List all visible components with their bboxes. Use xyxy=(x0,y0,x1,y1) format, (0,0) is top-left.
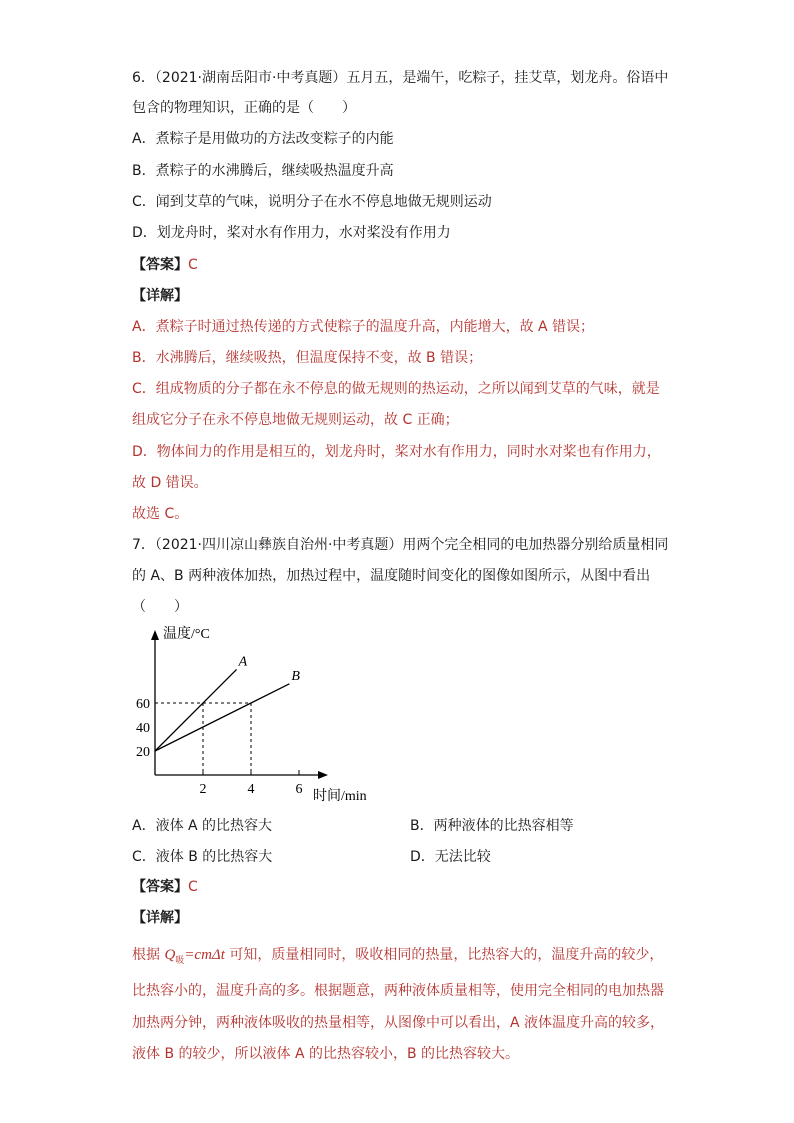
q6-answer-value: C xyxy=(188,257,198,273)
y-axis-arrow xyxy=(151,630,159,640)
q7-stem-line3: （ ） xyxy=(132,599,188,615)
q7-answer-value: C xyxy=(188,879,198,895)
q6-option-d: D．划龙舟时，桨对水有作用力，水对桨没有作用力 xyxy=(132,225,451,241)
x-tick-label: 2 xyxy=(199,782,207,797)
q7-detail-line: 加热两分钟，两种液体吸收的热量相等，从图像中可以看出，A 液体温度升高的较多， xyxy=(132,1015,665,1031)
q7-detail-line1-rest: 可知，质量相同时，吸收相同的热量，比热容大的，温度升高的较少， xyxy=(229,947,664,963)
q7-option-c: C．液体 B 的比热容大 xyxy=(132,849,273,865)
q7-detail-line: 比热容小的，温度升高的多。根据题意，两种液体质量相等，使用完全相同的电加热器 xyxy=(132,983,664,999)
q6-answer xyxy=(132,255,198,275)
q6-conclusion: 故选 C。 xyxy=(132,506,189,522)
q7-option-a: A．液体 A 的比热容大 xyxy=(132,818,273,834)
chart-ticks xyxy=(136,697,303,797)
x-tick-label: 6 xyxy=(295,782,303,797)
x-axis-arrow xyxy=(318,771,328,779)
q7-detail-line xyxy=(132,945,663,971)
y-tick-label: 60 xyxy=(136,697,150,712)
x-tick-label: 4 xyxy=(247,782,255,797)
q6-option-c: C．闻到艾草的气味，说明分子在水不停息地做无规则运动 xyxy=(132,194,492,210)
series-line-b xyxy=(155,684,289,751)
q6-detail-line: 组成它分子在永不停息地做无规则运动，故 C 正确； xyxy=(132,412,459,428)
chart-y-axis-label: 温度/°C xyxy=(163,627,210,642)
formula-sub: 吸 xyxy=(175,955,185,966)
q6-option-b: B．煮粽子的水沸腾后，继续吸热温度升高 xyxy=(132,163,394,179)
q6-answer-label: 【答案】 xyxy=(132,257,188,273)
q7-answer xyxy=(132,877,198,897)
q6-detail-line: D．物体间力的作用是相互的，划龙舟时，桨对水有作用力，同时水对桨也有作用力， xyxy=(132,444,661,460)
q6-detail-line: A．煮粽子时通过热传递的方式使粽子的温度升高，内能增大，故 A 错误； xyxy=(132,319,595,335)
q6-detail-label: 【详解】 xyxy=(132,288,188,304)
q7-option-d: D．无法比较 xyxy=(410,849,491,865)
temperature-time-chart xyxy=(120,618,390,808)
formula-q: Q xyxy=(164,947,176,963)
chart-axes xyxy=(151,630,328,779)
q7-option-b: B．两种液体的比热容相等 xyxy=(410,818,574,834)
y-tick-label: 20 xyxy=(136,745,150,760)
series-line-a xyxy=(155,669,237,751)
q7-detail-label: 【详解】 xyxy=(132,910,188,926)
y-tick-label: 40 xyxy=(136,721,150,736)
series-label-b: B xyxy=(291,668,300,684)
chart-dashed-guides xyxy=(155,703,251,775)
q6-detail-line: C．组成物质的分子都在永不停息的做无规则的热运动，之所以闻到艾草的气味，就是 xyxy=(132,381,660,397)
q7-stem-line2: 的 A、B 两种液体加热，加热过程中，温度随时间变化的图像如图所示，从图中看出 xyxy=(132,568,651,584)
chart-x-axis-label: 时间/min xyxy=(313,789,367,804)
q7-detail-line: 液体 B 的较少，所以液体 A 的比热容较小，B 的比热容较大。 xyxy=(132,1046,520,1062)
q6-detail-line: 故 D 错误。 xyxy=(132,475,208,491)
q6-stem-line2: 包含的物理知识，正确的是（ ） xyxy=(132,100,356,116)
q6-detail-line: B．水沸腾后，继续吸热，但温度保持不变，故 B 错误； xyxy=(132,350,483,366)
series-label-a: A xyxy=(238,654,248,670)
q7-stem-line1: 7．（2021·四川凉山彝族自治州·中考真题）用两个完全相同的电加热器分别给质量相同 xyxy=(132,537,669,553)
q7-detail-prefix: 根据 xyxy=(132,947,160,963)
q7-answer-label: 【答案】 xyxy=(132,879,188,895)
q6-option-a: A．煮粽子是用做功的方法改变粽子的内能 xyxy=(132,131,394,147)
formula-rest: =cmΔt xyxy=(184,947,225,963)
q6-stem-line1: 6．（2021·湖南岳阳市·中考真题）五月五，是端午，吃粽子，挂艾草，划龙舟。俗语中 xyxy=(132,70,669,86)
